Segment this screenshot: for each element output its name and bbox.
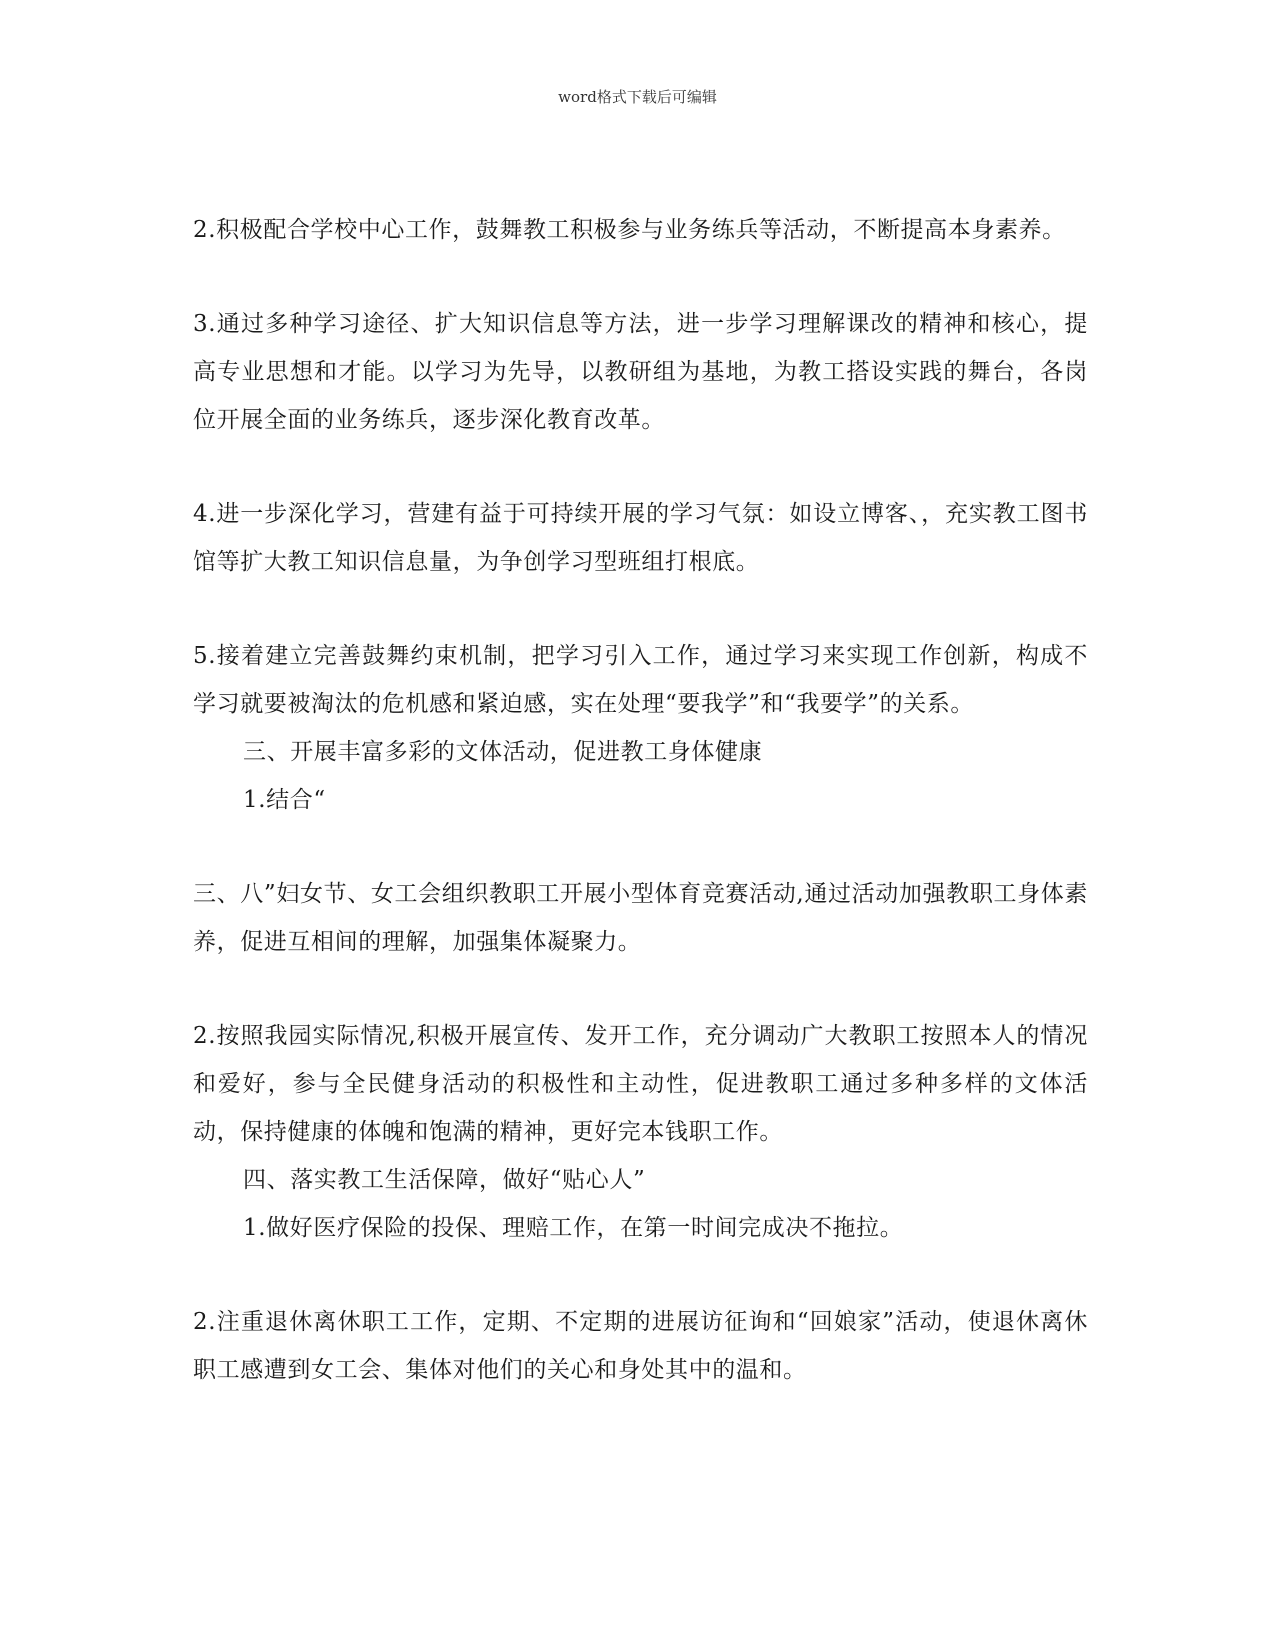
- page-header: word格式下载后可编辑: [558, 88, 717, 106]
- paragraph-sports-item-1-start: 1.结合“: [243, 787, 326, 813]
- paragraph-welfare-item-1: 1.做好医疗保险的投保、理赔工作，在第一时间完成决不拖拉。: [243, 1215, 904, 1241]
- paragraph-study-item-4: 4.进一步深化学习，营建有益于可持续开展的学习气氛：如设立博客、，充实教工图书馆等扩大教工知识信息量，为争创学习型班组打根底。: [193, 501, 1088, 575]
- document-body: [193, 206, 1088, 1394]
- paragraph-welfare-item-2: 2.注重退休离休职工工作，定期、不定期的进展访征询和“回娘家”活动，使退休离休职工感遭到女工会、集体对他们的关心和身处其中的温和。: [193, 1309, 1088, 1383]
- paragraph-sports-item-2: 2.按照我园实际情况,积极开展宣传、发开工作，充分调动广大教职工按照本人的情况和爱好，参与全民健身活动的积极性和主动性，促进教职工通过多种多样的文体活动，保持健康的体魄和饱满的精神，更好完本钱职工作。: [193, 1023, 1088, 1145]
- paragraph-study-item-3: 3.通过多种学习途径、扩大知识信息等方法，进一步学习理解课改的精神和核心，提高专业思想和才能。以学习为先导，以教研组为基地，为教工搭设实践的舞台，各岗位开展全面的业务练兵，逐步深化教育改革。: [193, 311, 1088, 433]
- paragraph-study-item-5: 5.接着建立完善鼓舞约束机制，把学习引入工作，通过学习来实现工作创新，构成不学习就要被淘汰的危机感和紧迫感，实在处理“要我学”和“我要学”的关系。: [193, 643, 1088, 717]
- section-heading-3: 三、开展丰富多彩的文体活动，促进教工身体健康: [243, 739, 763, 765]
- section-heading-4: 四、落实教工生活保障，做好“贴心人”: [243, 1167, 646, 1193]
- paragraph-sports-item-1-cont: 三、八”妇女节、女工会组织教职工开展小型体育竞赛活动,通过活动加强教职工身体素养，促进互相间的理解，加强集体凝聚力。: [193, 881, 1088, 955]
- paragraph-study-item-2: 2.积极配合学校中心工作，鼓舞教工积极参与业务练兵等活动，不断提高本身素养。: [193, 217, 1066, 243]
